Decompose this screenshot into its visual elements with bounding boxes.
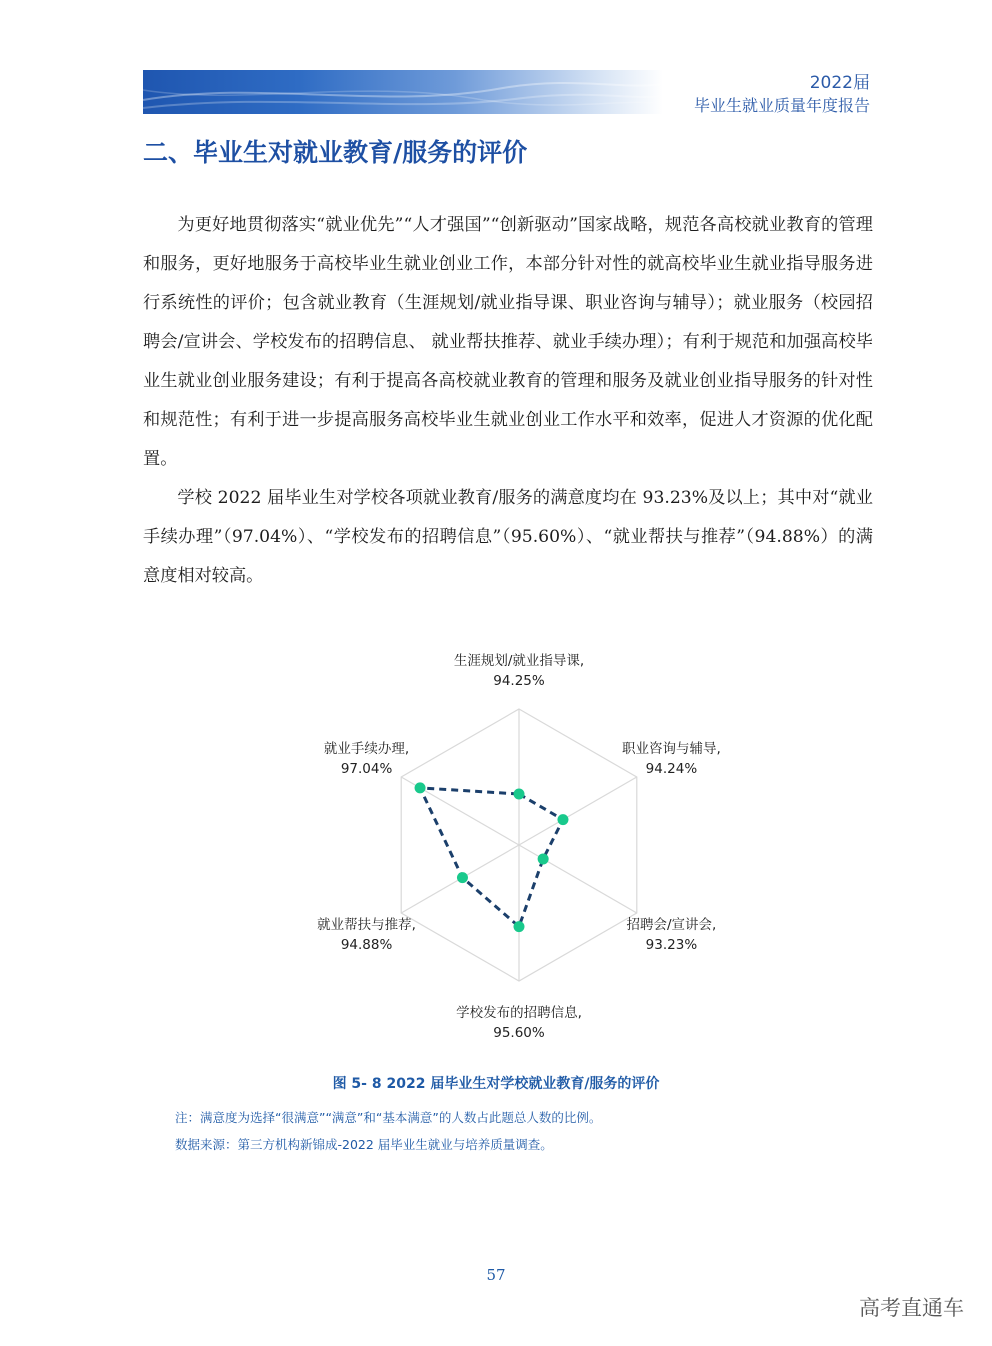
figure-source: 数据来源：第三方机构新锦成-2022 届毕业生就业与培养质量调查。	[175, 1137, 553, 1152]
radar-data-point	[538, 853, 549, 864]
paragraph: 学校 2022 届毕业生对学校各项就业教育/服务的满意度均在 93.23%及以上；其中对“就业手续办理”（97.04%）、“学校发布的招聘信息”（95.60%）、“就业帮扶与推荐”（94.88%）的满意度相对较高。	[143, 488, 873, 586]
radar-value-label: 97.04%	[340, 761, 393, 777]
header-year: 2022届	[809, 73, 870, 93]
radar-value-label: 94.24%	[645, 761, 698, 777]
radar-category-label: 就业帮扶与推荐,	[317, 917, 416, 933]
radar-category-label: 招聘会/宣讲会,	[626, 917, 717, 933]
paragraph: 为更好地贯彻落实“就业优先”“人才强国”“创新驱动”国家战略，规范各高校就业教育的管理和服务，更好地服务于高校毕业生就业创业工作，本部分针对性的就高校毕业生就业指导服务进行系统性的评价；包含就业教育（生涯规划/就业指导课、职业咨询与辅导）；就业服务（校园招聘会/宣讲会、学校发布的招聘信息、 就业帮扶推荐、就业手续办理）；有利于规范和加强高校毕业生就业创业服务建设；有利于提高各高校就业教育的管理和服务及就业创业指导服务的针对性和规范性；有利于进一步提高服务高校毕业生就业创业工作水平和效率，促进人才资源的优化配置。	[143, 215, 873, 469]
radar-category-label: 学校发布的招聘信息,	[456, 1005, 582, 1021]
body-text	[143, 206, 873, 596]
header-wave-decoration	[143, 70, 663, 114]
figure-caption: 图 5- 8 2022 届毕业生对学校就业教育/服务的评价	[332, 1076, 660, 1092]
radar-category-label: 职业咨询与辅导,	[622, 741, 721, 757]
radar-value-label: 93.23%	[645, 937, 698, 953]
watermark: 高考直通车	[859, 1296, 964, 1320]
radar-data-point	[514, 921, 525, 932]
radar-category-label: 就业手续办理,	[323, 741, 410, 757]
radar-value-label: 94.88%	[340, 937, 393, 953]
header-report-title: 毕业生就业质量年度报告	[693, 96, 870, 115]
header-banner	[143, 70, 663, 114]
radar-axis	[519, 845, 637, 913]
radar-chart-svg	[240, 640, 800, 1041]
radar-category-label: 生涯规划/就业指导课,	[453, 653, 585, 669]
radar-chart	[240, 640, 800, 1041]
page-number: 57	[486, 1266, 506, 1284]
radar-data-point	[514, 789, 525, 800]
radar-data-point	[557, 814, 568, 825]
radar-data-point	[415, 782, 426, 793]
radar-data-point	[457, 872, 468, 883]
radar-value-label: 95.60%	[493, 1025, 545, 1041]
section-title: 二、毕业生对就业教育/服务的评价	[143, 138, 528, 167]
radar-value-label: 94.25%	[493, 673, 545, 689]
radar-axis	[519, 777, 637, 845]
figure-note: 注：满意度为选择“很满意”“满意”和“基本满意”的人数占此题总人数的比例。	[175, 1110, 602, 1125]
